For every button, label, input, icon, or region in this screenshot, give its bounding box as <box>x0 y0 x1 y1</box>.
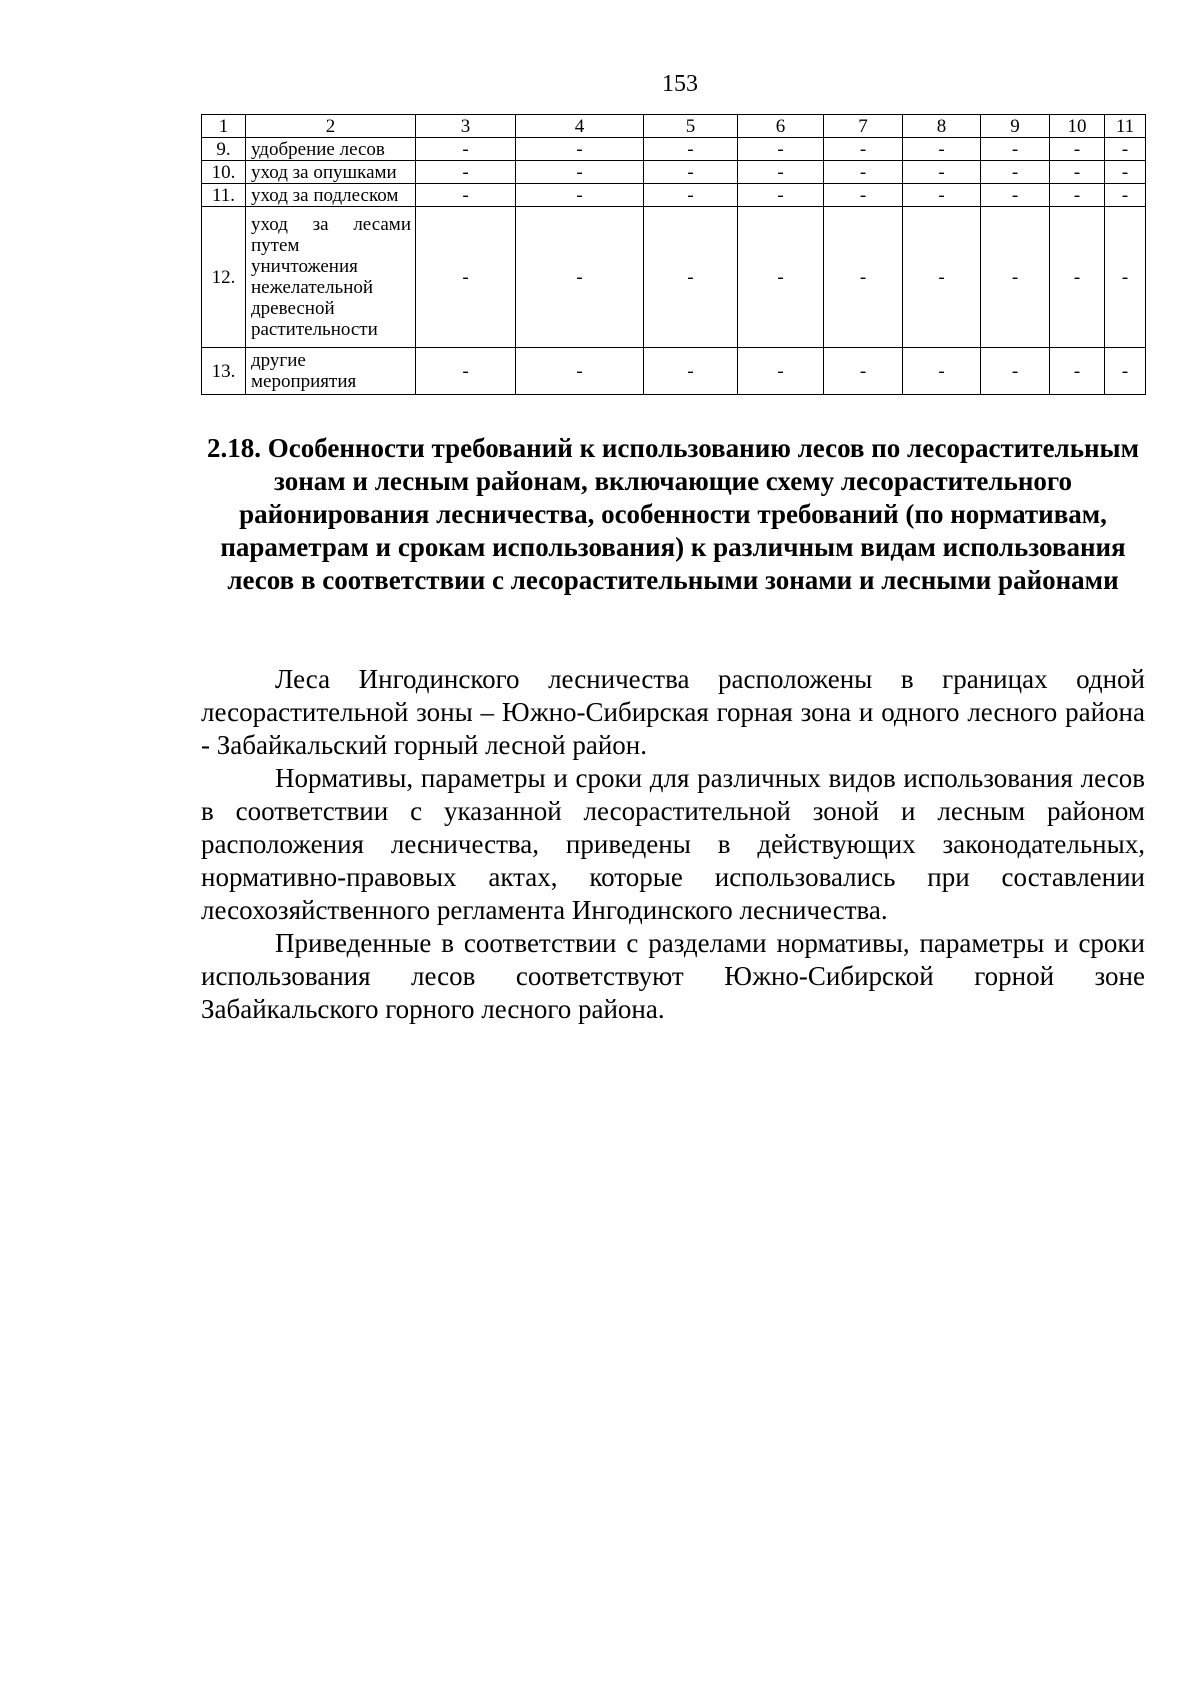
column-number: 2 <box>246 115 416 138</box>
table-cell: - <box>644 348 738 395</box>
table-cell: - <box>644 138 738 161</box>
row-number: 12. <box>202 207 246 348</box>
table-cell: - <box>416 348 516 395</box>
row-name: уход за лесами путем уничтожения нежелательной древесной растительности <box>246 207 416 348</box>
row-number: 9. <box>202 138 246 161</box>
table-cell: - <box>824 348 903 395</box>
table-cell: - <box>824 161 903 184</box>
table-row <box>202 348 1146 395</box>
table-cell: - <box>903 348 981 395</box>
table-row <box>202 161 1146 184</box>
page-number: 153 <box>662 71 698 97</box>
table-cell: - <box>738 348 824 395</box>
row-name: уход за подлеском <box>246 184 416 207</box>
table-cell: - <box>903 138 981 161</box>
paragraph: Леса Ингодинского лесничества расположены в границах одной лесорастительной зоны – Южно-Сибирская горная зона и одного лесного района - Забайкальский горный лесной район. <box>201 664 1145 760</box>
column-number: 10 <box>1050 115 1105 138</box>
table-cell: - <box>981 138 1050 161</box>
table-cell: - <box>1105 348 1146 395</box>
row-number: 13. <box>202 348 246 395</box>
table-cell: - <box>738 138 824 161</box>
table-header-row <box>202 115 1146 138</box>
forest-measures-table <box>201 114 1146 395</box>
table-cell: - <box>824 138 903 161</box>
column-number: 1 <box>202 115 246 138</box>
table-cell: - <box>516 207 644 348</box>
table-cell: - <box>516 138 644 161</box>
table-cell: - <box>1050 348 1105 395</box>
table-cell: - <box>516 348 644 395</box>
table-cell: - <box>1105 184 1146 207</box>
column-number: 8 <box>903 115 981 138</box>
column-number: 11 <box>1105 115 1146 138</box>
table-cell: - <box>981 348 1050 395</box>
table-cell: - <box>644 161 738 184</box>
table-row <box>202 138 1146 161</box>
table-cell: - <box>416 138 516 161</box>
table-cell: - <box>981 207 1050 348</box>
table-cell: - <box>903 207 981 348</box>
column-number: 4 <box>516 115 644 138</box>
table-cell: - <box>1050 184 1105 207</box>
table-cell: - <box>416 161 516 184</box>
table-cell: - <box>644 184 738 207</box>
table-cell: - <box>416 207 516 348</box>
column-number: 7 <box>824 115 903 138</box>
body-text <box>201 663 1145 1026</box>
table-cell: - <box>516 184 644 207</box>
table-cell: - <box>903 184 981 207</box>
row-number: 11. <box>202 184 246 207</box>
row-name: другие мероприятия <box>246 348 416 395</box>
table-cell: - <box>416 184 516 207</box>
table-cell: - <box>738 207 824 348</box>
column-number: 9 <box>981 115 1050 138</box>
table-cell: - <box>738 184 824 207</box>
table-cell: - <box>1105 207 1146 348</box>
table-cell: - <box>738 161 824 184</box>
column-number: 5 <box>644 115 738 138</box>
table-cell: - <box>903 161 981 184</box>
table-cell: - <box>1050 207 1105 348</box>
table-row <box>202 184 1146 207</box>
paragraph: Нормативы, параметры и сроки для различных видов использования лесов в соответствии с указанной лесорастительной зоной и лесным районом расположения лесничества, приведены в действующих законодательных, нормативно-правовых актах, которые использовались при составлении лесохозяйственного регламента Ингодинского лесничества. <box>201 763 1145 925</box>
paragraph: Приведенные в соответствии с разделами нормативы, параметры и сроки использования лесов соответствуют Южно-Сибирской горной зоне Забайкальского горного лесного района. <box>201 928 1145 1024</box>
table-cell: - <box>824 207 903 348</box>
table-cell: - <box>1050 138 1105 161</box>
table-cell: - <box>1050 161 1105 184</box>
table-cell: - <box>1105 161 1146 184</box>
section-heading: 2.18. Особенности требований к использованию лесов по лесорастительным зонам и лесным районам, включающие схему лесорастительного районирования лесничества, особенности требований (по нормативам, параметрам и срокам использования) к различным видам использования лесов в соответствии с лесорастительными зонами и лесными районами <box>206 433 1140 595</box>
row-name: удобрение лесов <box>246 138 416 161</box>
column-number: 3 <box>416 115 516 138</box>
table-cell: - <box>824 184 903 207</box>
column-number: 6 <box>738 115 824 138</box>
row-number: 10. <box>202 161 246 184</box>
table-row <box>202 207 1146 348</box>
table-cell: - <box>981 184 1050 207</box>
table-cell: - <box>1105 138 1146 161</box>
table-cell: - <box>644 207 738 348</box>
table-cell: - <box>516 161 644 184</box>
table-cell: - <box>981 161 1050 184</box>
row-name: уход за опушками <box>246 161 416 184</box>
